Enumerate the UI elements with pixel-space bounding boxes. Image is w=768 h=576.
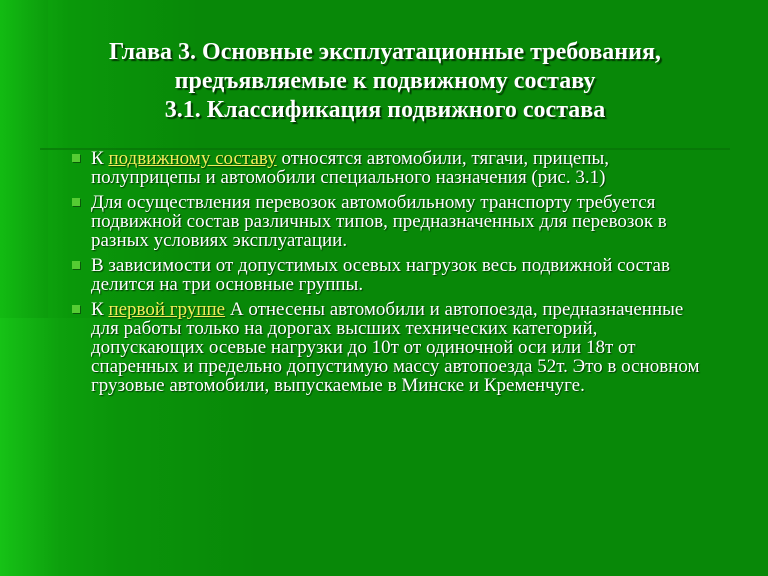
- square-bullet-icon: [72, 261, 80, 269]
- paragraph-rolling-stock: [72, 149, 712, 187]
- paragraph-transport-needs: [72, 193, 712, 250]
- square-bullet-icon: [72, 305, 80, 313]
- paragraph-text: В зависимости от допустимых осевых нагрузок весь подвижной состав делится на три основные группы.: [91, 255, 670, 295]
- title-line-3: 3.1. Классификация подвижного состава: [164, 97, 606, 123]
- paragraph-text: Для осуществления перевозок автомобильному транспорту требуется подвижной состав различных типов, предназначенных для перевозок в разных условиях эксплуатации.: [91, 192, 667, 251]
- paragraph-axle-groups: [72, 256, 712, 294]
- slide-title: [40, 38, 730, 125]
- square-bullet-icon: [72, 154, 80, 162]
- square-bullet-icon: [72, 198, 80, 206]
- paragraph-text-post: А отнесены автомобили и автопоезда, предназначенные для работы только на дорогах высших технических категорий, допускающих осевые нагрузки до 10т от одиночной оси или 18т от спаренных и предельно допустимую массу автопоезда 52т. Это в основном грузовые автомобили, выпускаемые в Минске и Кременчуге.: [91, 299, 700, 396]
- paragraph-first-group: [72, 300, 712, 395]
- rolling-stock-link[interactable]: подвижному составу: [108, 148, 277, 169]
- slide-body: [72, 149, 712, 401]
- first-group-link[interactable]: первой группе: [108, 299, 226, 320]
- title-line-1: Глава 3. Основные эксплуатационные требования,: [109, 39, 661, 65]
- paragraph-text-pre: К: [91, 148, 109, 169]
- paragraph-text-post: относятся автомобили, тягачи, прицепы, полуприцепы и автомобили специального назначения (рис. 3.1): [91, 148, 610, 188]
- paragraph-text-pre: К: [91, 299, 109, 320]
- title-line-2: предъявляемые к подвижному составу: [174, 68, 596, 94]
